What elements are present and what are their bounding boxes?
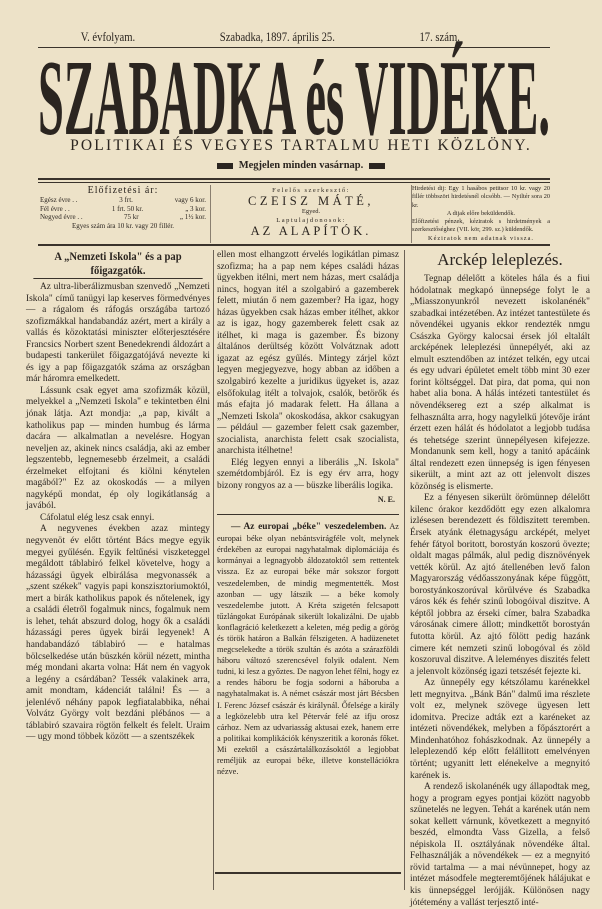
owners-label: Laptulajdonosok:: [276, 217, 346, 224]
column-2: [217, 250, 399, 870]
article-title: Arckép leleplezés.: [437, 250, 563, 269]
column-divider: [213, 250, 214, 890]
paragraph: Az ultra-liberálizmusban szenvedő „Nemzeti Iskola" című tanügyi lap keserves förmedvényes — a rágalom és ráfogás országába tartozó szofizmákkal handabandáz azért, mert a király a vallás és közoktatási miniszter előterjesztésére Francsics Norbert szent Benedekrendi áldozárt a budapesti tankerület főigazgatójává nevezte ki és igy a pap főigazgatók száma az országban már háromra emelkedett.: [26, 282, 210, 385]
divider: [215, 872, 401, 874]
paragraph: Az ünnepély egy kétszólamu karénekkel lett megnyitva. „Bánk Bán" dalmű ima részlete volt ez, melynek szövege ügyesen lett idomitva. Precize adták ezt a karéneket az intézeti növendékek, melyben a főpásztorért a Mindenhatóhoz fohászkodnak. Az ünnepély a leleplezendő kép előtt felállitott emelvényen történt; ugyanitt lett elénekelve a megnyitó karének is.: [410, 678, 590, 781]
volume: V. évfolyam.: [80, 30, 136, 44]
ads-address: Előfizetési pénzek, kéziratok s hirdetmények a szerkesztőséghez (VII. kör, 299. sz.) küldendők.: [412, 218, 550, 234]
editor-name: CZEISZ MÁTÉ,: [247, 194, 375, 208]
price-row: [38, 205, 208, 214]
price-kor: „ 1½ kor.: [179, 213, 206, 221]
divider: [38, 178, 550, 180]
issue-number: 17. szám.: [419, 30, 460, 44]
price-frt: 75 kr: [123, 213, 139, 221]
paragraph: A rendező iskolanénék ugy állapodtak meg, hogy a program egyes pontjai között nagyobb szünetelés ne legyen. Tehát a karének után nem sokat kellett várnunk, következett a megnyitó beszéd, elmondta Vass Gizella, a felső népiskola II. osztályának növendéke által. Felhasználják a növendékek — ez a megnyitó rövid tartalma — a mai névünnepet, hogy az intézet másodfele megteremtőjének hálájukat e kis ünnepséggel lerójják. Különösen nagy jótétemény a vallást terjesztő inté-: [410, 782, 590, 908]
frequency: Megjelen minden vasárnap.: [238, 160, 364, 171]
ads-prepay: A dijak előre beküldendők.: [446, 209, 516, 217]
price-period: Egész évre . .: [40, 196, 78, 204]
price-period: Negyed évre . .: [40, 213, 83, 221]
author-signature: N. E.: [377, 495, 395, 505]
paragraph: ellen most elhangzott érvelés logikátlan pimasz szofizma; ha a pap nem képes családi házas ügyekben itélni, mert nem házas, mert családja nincs, hogyan itél a szolgabiró a gazemberek felett, miután ő nem gazember? Ha igaz, hogy házas ügyekben csak házas ember itélhet, akkor az is igaz, hogy gazemberek felett csak az itélhet, ki maga is gazember. És bizony általános derültség között Volvátznak adott igazat az egész gyűlés. Mintegy zárjel közt legyen megjegyezve, hogy abban az időben a szolgabiró kezelte a juridikus ügyeket is, azaz elsőfokulag itélt a tolvajok, csalók, betörők és más efajta jó madarak felett. Ha állana a „Nemzeti Iskola" okoskodása, akkor csakugyan — például — gazember felett csak gazember, szocialista, anarchista felett csak szocialista, anarchista itélhetne!: [217, 250, 399, 457]
column-1: [26, 250, 210, 895]
price-kor: vagy 6 kor.: [174, 196, 206, 204]
article-body: Az europai béke olyan nebántsvirágféle volt, melynek érdekében az europai nagyhatalmak diplomáciája és kormányai a legnagyobb áldozatoktól sem rettentek vissza. Ez az europai béke már sokszor forgott veszedelemben, de mindig megmentették. Most azonban — ugy látszik — a béke komoly veszedelembe jutott. A Kréta szigetén felcsapott tűzlángokat Európának sikerült lokalizálni. De ujabb konflagráció keletkezett a keleten, még pedig a görög és török határon a Balkán félszigeten. A hadüzenetet megcselekedte a török szultán és azóta a szárazföldi háboru változó szerencsével folyik odalent. Nem tudni, ki lesz a győztes. De nagyon lehet félni, hogy ez a rendes háboru be fogja sodorni a háboruba a nagyhatalmakat is. A német császár most járt Bécsben I. Ferenc József császár és királynál. Őfelsége a király a legközelebb utra kel Pétervár felé az ifju orosz cárhoz. Nem az udvariasság aktusai ezek, hanem erre a politikai komplikációk kényszeritik a koronás főket. Mi ezektől a császártalálkozásoktól a legjobbat reméljük az europai béke, illetve konstellációkra nézve.: [217, 522, 399, 777]
subtitle: POLITIKAI ÉS VEGYES TARTALMU HETI KÖZLÖNY.: [70, 137, 532, 154]
editor-title: Egyed.: [301, 208, 321, 215]
paragraph: Tegnap délelőtt a köteles hála és a fiui hódolatnak megkapó ünnepsége folyt le a „Miasszonyunkról nevezett iskolanénék" szabadkai intézetében. Az intézet tantestülete és növendékei ugyanis ekkor rendezték nmgu Császka György kalocsai érsek jól eltalált arcképének leleplezési ünnepélyét, aki az elmult esztendőben az intézet telkén, egy utcai és egy udvari épületet emelt több mint 30 ezer forint költséggel. Dat pira, dat poma, qui non habet alia bona. A hálás intézeti tantestület és növendéksereg ezt a szép alkalmat is felhasználta arra, hogy nagylelkű jótevője iránt érzett ezen hálát és hódolatot a legjobb tudása és tehetsége szerint ünnepélyesen kifejezze. Mondanunk sem kell, hogy a tanitó apácáink által rendezett ezen ünnepség is igen fényesen sikerült, a mint azt az ott jelenvolt diszes közönség is elismerte.: [410, 274, 590, 492]
editorial-info: [210, 185, 412, 243]
price-frt: 1 frt. 50 kr.: [111, 204, 144, 213]
advertising-info: [412, 185, 550, 243]
article-title: A „Nemzeti Iskola" és a pap főigazgatók.: [33, 250, 202, 279]
dateline: Szabadka, 1897. április 25.: [219, 30, 335, 44]
column-divider: [404, 250, 405, 890]
article-lead: — Az europai „béke" veszedelemben.: [231, 522, 387, 533]
paragraph: Ez a fényesen sikerült örömünnep délelőtt kilenc órakor kezdődött egy ezen alkalomra izlésesen berendezett és földiszitett teremben. Érsek atyánk életnagyságu arcképét, melyet fehér fátyol boritott, borostyán koszorú övezte; oldalt magas pálmák, alul pedig disznövények vették körül. Az ajtó átellenében levő falon Magyarország védőasszonyának képe függött, borostyánkoszorúval körülvéve és Szabadka város kék és fehér szinű lobogóival diszitve. A képtől jobbra az érseki címer, balra Szabadka városának cimere állott; mindkettőt borostyán futotta körül. Az ajtó fölött pedig hazánk cimere két nemzeti szinű lobogóval és zöld koszoruval diszitve. A leleményes diszités felett a jelenvolt közönség igazi tetszését fejezte ki.: [410, 493, 590, 677]
paragraph: A negyvenes években azaz mintegy negyvenöt év előtt történt Bács megye egyik megyei gyűlésén. Egyik feltűnési viszketeggel megáldott táblabiró felkel követelve, hogy a házassági ügyek elbirálása megvonassék a „szent székek" vagyis papi konszisztoriumoktól, mert a birák katholikus papok és nőtelenek, igy a családi életről fogalmuk nincs, fogalmuk nem is lehet, tehát abszurd dolog, hogy ők a családi házassági peres ügyek birái legyenek! A handabandázó táblabiró — e hatalmas bölcselkedése után büszkén körül nézett, mintha még mondani akarta volna: Hát nem én vagyok a legény a csárdában? Tessék valakinek arra, amit mondtam, kádenciát találni! És — a jelenlévő néhány papok legfiatalabbika, néhai Volvátz György volt bezdáni plébános — a táblabiró szavaira rögtön felkelt és felelt. Uraim — ugy mond többek között — a szentszékek: [26, 524, 210, 743]
ads-rate: Hirdetési dij: Egy 1 hasábos petitsor 10 kr. vagy 20 fillér többszöri hirdetésnél olcsóbb. — Nyiltér sora 20 kr.: [412, 185, 550, 209]
editor-label: Felelős szerkesztő:: [272, 187, 350, 194]
column-3: [410, 250, 590, 908]
article-europe-peace: [217, 514, 399, 777]
frequency-line: [0, 160, 602, 171]
pointing-hand-icon: [369, 163, 385, 169]
manuscripts-note: Kéziratok nem adatnak vissza.: [428, 234, 534, 242]
info-box: [38, 185, 550, 243]
price-period: Fél évre . .: [40, 204, 70, 213]
price-row: [38, 196, 208, 205]
subscription-prices: [38, 185, 208, 243]
price-frt: 3 frt.: [119, 196, 133, 204]
divider: [38, 244, 550, 246]
subscription-title: Előfizetési ár:: [87, 185, 159, 196]
price-row: [38, 213, 208, 222]
paragraph: Cáfolatul elég lesz csak ennyi.: [40, 512, 155, 523]
owners: AZ ALAPÍTÓK.: [250, 224, 372, 238]
masthead-title: SZABADKA és VIDÉKE.: [38, 39, 550, 158]
paragraph: Elég legyen ennyi a liberális „N. Iskola" szemétdombjáról. Ez is egy érv arra, hogy bizony rongyos az a — büszke liberális logika.: [217, 457, 399, 491]
divider: [38, 182, 550, 183]
price-kor: „ 3 kor.: [185, 204, 206, 213]
single-copy-price: Egyes szám ára 10 kr. vagy 20 fillér.: [71, 221, 175, 230]
pointing-hand-icon: [217, 163, 233, 169]
paragraph: Lássunk csak egyet ama szofizmák közül, melyekkel a „Nemzeti Iskola" e tekintetben élni jónak látja. Azt mondja: „a pap, kivált a katholikus pap — minden humbug és lárma dacára — alkalmatlan a nevelésre. Hogyan neveljen az, akinek nincs családja, aki az ember legszentebb, legnemesebb érzelmeit, a családi érzelmeket elfojtani és kiölni kénytelen magából?" Ez az okoskodás — a milyen nagyképű mondat, ép oly logikátlanság a javából.: [26, 385, 210, 512]
